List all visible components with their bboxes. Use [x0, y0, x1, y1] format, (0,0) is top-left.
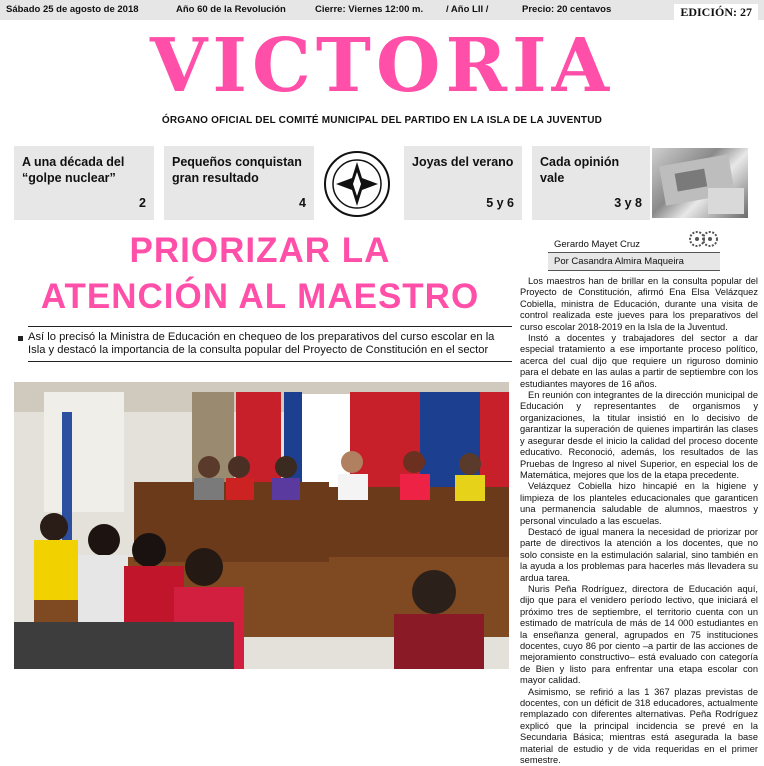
teaser-golpe-nuclear[interactable]: [14, 146, 154, 220]
article-paragraph: En reunión con integrantes de la dirección municipal de Educación y representantes de organismos y organizaciones, la titular insistió en lo decisivo de garantizar la superación de quienes impartirán las clases y asegurar desde el inicio la calidad del proceso docente educativo. Reconoció, además, los resultados de las Pruebas de Ingreso al nivel Superior, en especial los de Matemática, mejores que los de la etapa precedente.: [520, 390, 758, 480]
teaser-title: Joyas del verano: [412, 155, 514, 169]
article-paragraph: Instó a docentes y trabajadores del sector a dar especial tratamiento a ese importante proceso político, acerca del cual dijo que requiere un riguroso dominio para el debate en las aulas a partir de septiembre con los estudiantes mayores de 16 años.: [520, 333, 758, 389]
teaser-page: 3 y 8: [614, 196, 642, 210]
article-paragraph: Destacó de igual manera la necesidad de priorizar por parte de directivos la atención a los docentes, que no solo consiste en la estimulación salarial, sino también en la ayuda a los problemas para hacerles más llevadera su ardua tarea.: [520, 526, 758, 583]
revolution-year: Año 60 de la Revolución: [176, 4, 286, 15]
author-name: Por Casandra Almira Maqueira: [548, 252, 720, 271]
pioneros-exploradores-logo: [322, 150, 392, 218]
gears-ornament-icon: [688, 230, 720, 248]
main-headline: [0, 228, 520, 320]
teaser-cada-opinion[interactable]: [532, 146, 650, 220]
header-bar: [0, 0, 764, 20]
price: Precio: 20 centavos: [522, 4, 612, 15]
teaser-thumbnail-image: [652, 148, 748, 218]
edition-number: EDICIÓN: 27: [674, 4, 758, 21]
article-summary: [28, 326, 512, 362]
article-body: [520, 276, 758, 766]
bullet-square-icon: [18, 336, 23, 341]
photographer-name: Gerardo Mayet Cruz: [554, 239, 641, 250]
teaser-page: 2: [139, 196, 146, 210]
article-paragraph: Asimismo, se refirió a las 1 367 plazas previstas de docentes, con un déficit de 318 educadores, actualmente remplazado con diferentes alternativas. Peña Rodríguez explicó que la principal incidencia se prevé en la Secundaria Básica; mientras está asegurada la base material de estudio y de vida requeridas en el primer semestre.: [520, 686, 758, 766]
teaser-title: Cada opinión vale: [540, 155, 620, 185]
issue-date: Sábado 25 de agosto de 2018: [6, 4, 139, 15]
newspaper-title: VICTORIA: [150, 23, 614, 109]
teaser-title: Pequeños conquistan gran resultado: [172, 155, 302, 185]
headline-line-2: ATENCIÓN AL MAESTRO: [40, 277, 480, 316]
summary-text: Así lo precisó la Ministra de Educación en chequeo de los preparativos del curso escolar en la Isla y destacó la importancia de la consulta popular del Proyecto de Constitución en el sector: [28, 331, 495, 356]
closing-time: Cierre: Viernes 12:00 m.: [315, 4, 424, 15]
article-paragraph: Velázquez Cobiella hizo hincapié en la higiene y limpieza de los planteles educacionales que garanticen una permanencia saludable de alumnos, maestros y personal vinculado a las escuelas.: [520, 481, 758, 526]
volume: / Año LII /: [446, 4, 489, 15]
teaser-page: 4: [299, 196, 306, 210]
meeting-photo: [14, 382, 509, 669]
article-paragraph: Los maestros han de brillar en la consulta popular del Proyecto de Constitución, afirmó Ena Elsa Velázquez Cobiella, ministra de Educación, durante una visita de control realizada este jueves para los preparativos del curso escolar 2018-2019 en la Isla de la Juventud.: [520, 276, 758, 332]
newspaper-subtitle: ÓRGANO OFICIAL DEL COMITÉ MUNICIPAL DEL PARTIDO EN LA ISLA DE LA JUVENTUD: [161, 115, 603, 126]
teaser-title: A una década del “golpe nuclear”: [22, 155, 125, 185]
headline-line-1: PRIORIZAR LA: [129, 231, 391, 270]
teaser-pequenos[interactable]: [164, 146, 314, 220]
article-paragraph: Nuris Peña Rodríguez, directora de Educación aquí, dijo que para el venidero período lectivo, que iniciará el próximo tres de septiembre, el territorio cuenta con un estimado de matrícula de más de 14 000 estudiantes en la enseñanza general, agrupados en 75 instituciones docentes, cuyo 86 por ciento –a partir de las acciones de mejoramiento constructivo– está evaluado con categoría de Bien y listo para enfrentar una etapa escolar con mayor calidad.: [520, 583, 758, 686]
teaser-page: 5 y 6: [486, 196, 514, 210]
teaser-joyas-verano[interactable]: [404, 146, 522, 220]
